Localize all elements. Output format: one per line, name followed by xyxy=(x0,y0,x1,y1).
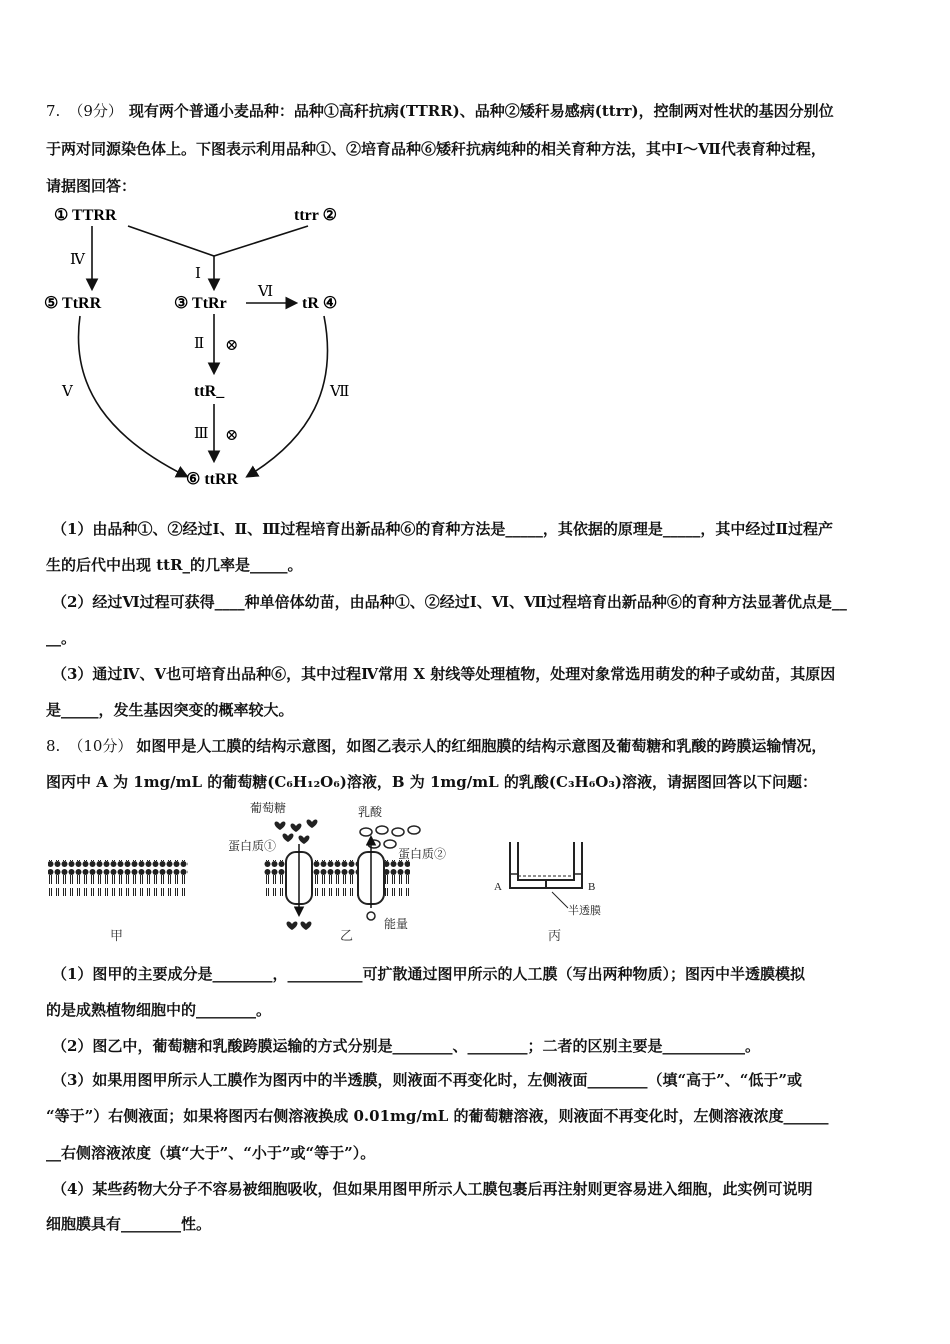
q7-text: 现有两个普通小麦品种：品种①高秆抗病(TTRR)、品种②矮秆易感病(ttrr)，控制两对性状的基因分别位 xyxy=(128,102,834,120)
label-glucose: 葡萄糖 xyxy=(250,801,287,815)
q7-line1 xyxy=(46,101,906,121)
node-1: ① TTRR xyxy=(54,207,117,224)
energy-dot xyxy=(367,912,375,920)
q8-text: 如图甲是人工膜的结构示意图，如图乙表示人的红细胞膜的结构示意图及葡萄糖和乳酸的跨膜运输情况， xyxy=(136,737,827,755)
node-3: ③ TtRr xyxy=(174,295,227,312)
label-bing: 丙 xyxy=(548,928,562,943)
roman-VI: Ⅵ xyxy=(258,284,274,300)
breeding-diagram xyxy=(40,198,370,498)
roman-I: Ⅰ xyxy=(195,266,201,282)
q7-score: （9分） xyxy=(68,102,123,120)
q7-sub3-a: （3）通过Ⅳ、Ⅴ也可培育出品种⑥，其中过程Ⅳ常用 X 射线等处理植物，处理对象常选用萌发的种子或幼苗，其原因 xyxy=(52,665,836,683)
label-energy: 能量 xyxy=(384,917,409,931)
q7-sub1-a: （1）由品种①、②经过Ⅰ、Ⅱ、Ⅲ过程培育出新品种⑥的育种方法是_____，其依据的原理是_____，其中经过Ⅱ过程产 xyxy=(52,520,834,538)
selfing-1: ⊗ xyxy=(225,337,239,354)
q8-sub3-c: __右侧溶液浓度（填“大于”、“小于”或“等于”）。 xyxy=(46,1144,376,1162)
q7-sub3-b: 是_____，发生基因突变的概率较大。 xyxy=(46,701,294,719)
q7-line2: 于两对同源染色体上。下图表示利用品种①、②培育品种⑥矮秆抗病纯种的相关育种方法，其中Ⅰ～Ⅶ代表育种过程， xyxy=(46,140,826,158)
q7-sub2-a: （2）经过Ⅵ过程可获得____种单倍体幼苗，由品种①、②经过Ⅰ、Ⅵ、Ⅶ过程培育出新品种⑥的育种方法显著优点是__ xyxy=(52,593,847,611)
selfing-2: ⊗ xyxy=(225,427,239,444)
label-protein2: 蛋白质② xyxy=(398,847,447,861)
arrow-V xyxy=(78,316,186,476)
q8-sub2: （2）图乙中，葡萄糖和乳酸跨膜运输的方式分别是________、________；二者的区别主要是___________。 xyxy=(52,1037,760,1055)
node-mid: ttR_ xyxy=(194,383,225,400)
node-4: tR ④ xyxy=(302,295,338,312)
label-yi: 乙 xyxy=(340,928,354,943)
q8-number: 8. xyxy=(46,737,61,755)
q7-sub1-b: 生的后代中出现 ttR_的几率是_____。 xyxy=(46,556,303,574)
q8-sub4-b: 细胞膜具有________性。 xyxy=(46,1215,212,1233)
roman-IV: Ⅳ xyxy=(70,252,85,268)
q8-sub4-a: （4）某些药物大分子不容易被细胞吸收，但如果用图甲所示人工膜包裹后再注射则更容易进入细胞，此实例可说明 xyxy=(52,1180,813,1198)
q8-sub3-a: （3）如果用图甲所示人工膜作为图丙中的半透膜，则液面不再变化时，左侧液面________（填“高于”、“低于”或 xyxy=(52,1071,802,1089)
roman-V: Ⅴ xyxy=(62,384,73,400)
node-2: ttrr ② xyxy=(294,207,337,224)
glucose-inside xyxy=(287,922,312,930)
q8-score: （10分） xyxy=(68,737,133,755)
label-b: B xyxy=(588,881,596,893)
label-jia: 甲 xyxy=(110,928,124,943)
node-6: ⑥ ttRR xyxy=(186,471,239,488)
q8-sub1-a: （1）图甲的主要成分是________，__________可扩散通过图甲所示的人工膜（写出两种物质）；图丙中半透膜模拟 xyxy=(52,965,805,983)
roman-III: Ⅲ xyxy=(194,426,209,442)
membrane-pointer xyxy=(552,892,568,908)
lactic-molecules xyxy=(360,826,420,848)
q8-line2: 图丙中 A 为 1mg/mL 的葡萄糖(C₆H₁₂O₆)溶液，B 为 1mg/mL 的乳酸(C₃H₆O₃)溶液，请据图回答以下问题： xyxy=(46,773,817,791)
arrow-VII xyxy=(248,316,328,476)
roman-VII: Ⅶ xyxy=(330,384,350,400)
label-a: A xyxy=(494,881,502,893)
glucose-molecules xyxy=(275,820,318,844)
artificial-membrane xyxy=(48,860,188,896)
q7-sub2-b: __。 xyxy=(46,629,77,647)
membrane-figure xyxy=(40,796,640,946)
q8-line1 xyxy=(46,736,906,756)
q7-line3: 请据图回答： xyxy=(46,177,137,195)
q8-sub1-b: 的是成熟植物细胞中的________。 xyxy=(46,1001,272,1019)
q7-number: 7. xyxy=(46,102,61,120)
cross-lines xyxy=(128,226,308,256)
label-lactic: 乳酸 xyxy=(358,805,383,819)
roman-II: Ⅱ xyxy=(194,336,205,352)
label-protein1: 蛋白质① xyxy=(228,839,277,853)
node-5: ⑤ TtRR xyxy=(44,295,102,312)
q8-sub3-b: “等于”）右侧液面；如果将图丙右侧溶液换成 0.01mg/mL 的葡萄糖溶液，则液面不再变化时，左侧溶液浓度______ xyxy=(46,1107,829,1125)
label-membrane: 半透膜 xyxy=(568,905,601,917)
